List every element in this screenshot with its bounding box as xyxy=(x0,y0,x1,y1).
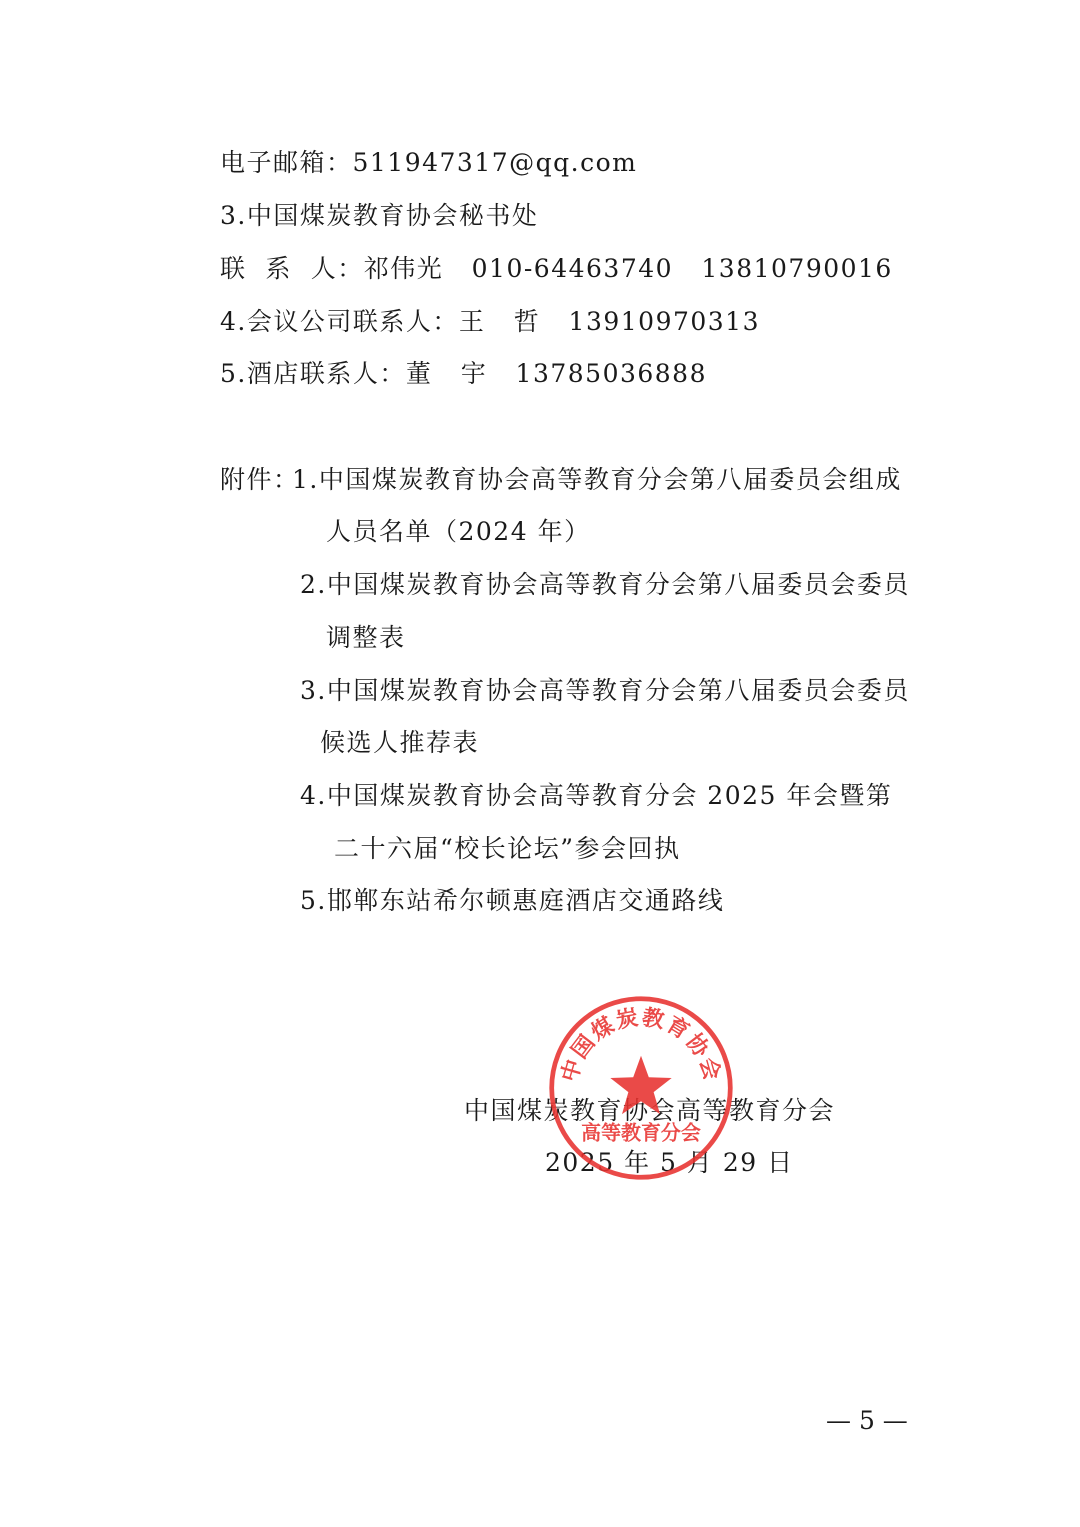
company-contact: 4.会议公司联系人：王 哲 13910970313 xyxy=(220,307,760,336)
attachment-item-1-line1: 1.中国煤炭教育协会高等教育分会第八届委员会组成 xyxy=(292,465,902,494)
attachment-item-2-line1: 2.中国煤炭教育协会高等教育分会第八届委员会委员 xyxy=(300,570,910,599)
hotel-contact: 5.酒店联系人：董 宇 13785036888 xyxy=(220,359,707,388)
seal-inner-text: 高等教育分会 xyxy=(581,1120,701,1145)
attachment-item-3-line1: 3.中国煤炭教育协会高等教育分会第八届委员会委员 xyxy=(300,676,910,705)
attachments-label: 附件： xyxy=(220,465,300,494)
attachment-item-4-line1: 4.中国煤炭教育协会高等教育分会 2025 年会暨第 xyxy=(300,781,893,810)
attachment-item-1-line2: 人员名单（2024 年） xyxy=(326,517,591,546)
attachment-item-3-line2: 候选人推荐表 xyxy=(320,728,480,757)
signature-date: 2025 年 5 月 29 日 xyxy=(545,1148,794,1177)
signature-organization: 中国煤炭教育协会高等教育分会 xyxy=(464,1096,836,1125)
attachment-item-2-line2: 调整表 xyxy=(326,623,406,652)
seal-star-icon xyxy=(610,1056,671,1114)
seal-outer-text: 中国煤炭教育协会 xyxy=(556,1004,726,1085)
secretariat-contact: 联 系 人：祁伟光 010-64463740 13810790016 xyxy=(220,254,893,283)
attachment-item-5-line1: 5.邯郸东站希尔顿惠庭酒店交通路线 xyxy=(300,886,725,915)
official-seal xyxy=(546,993,736,1183)
email-line: 电子邮箱：511947317@qq.com xyxy=(220,148,638,177)
attachment-item-4-line2: 二十六届“校长论坛”参会回执 xyxy=(334,834,681,863)
page-number: — 5 — xyxy=(826,1406,908,1435)
secretariat-heading: 3.中国煤炭教育协会秘书处 xyxy=(220,201,539,230)
